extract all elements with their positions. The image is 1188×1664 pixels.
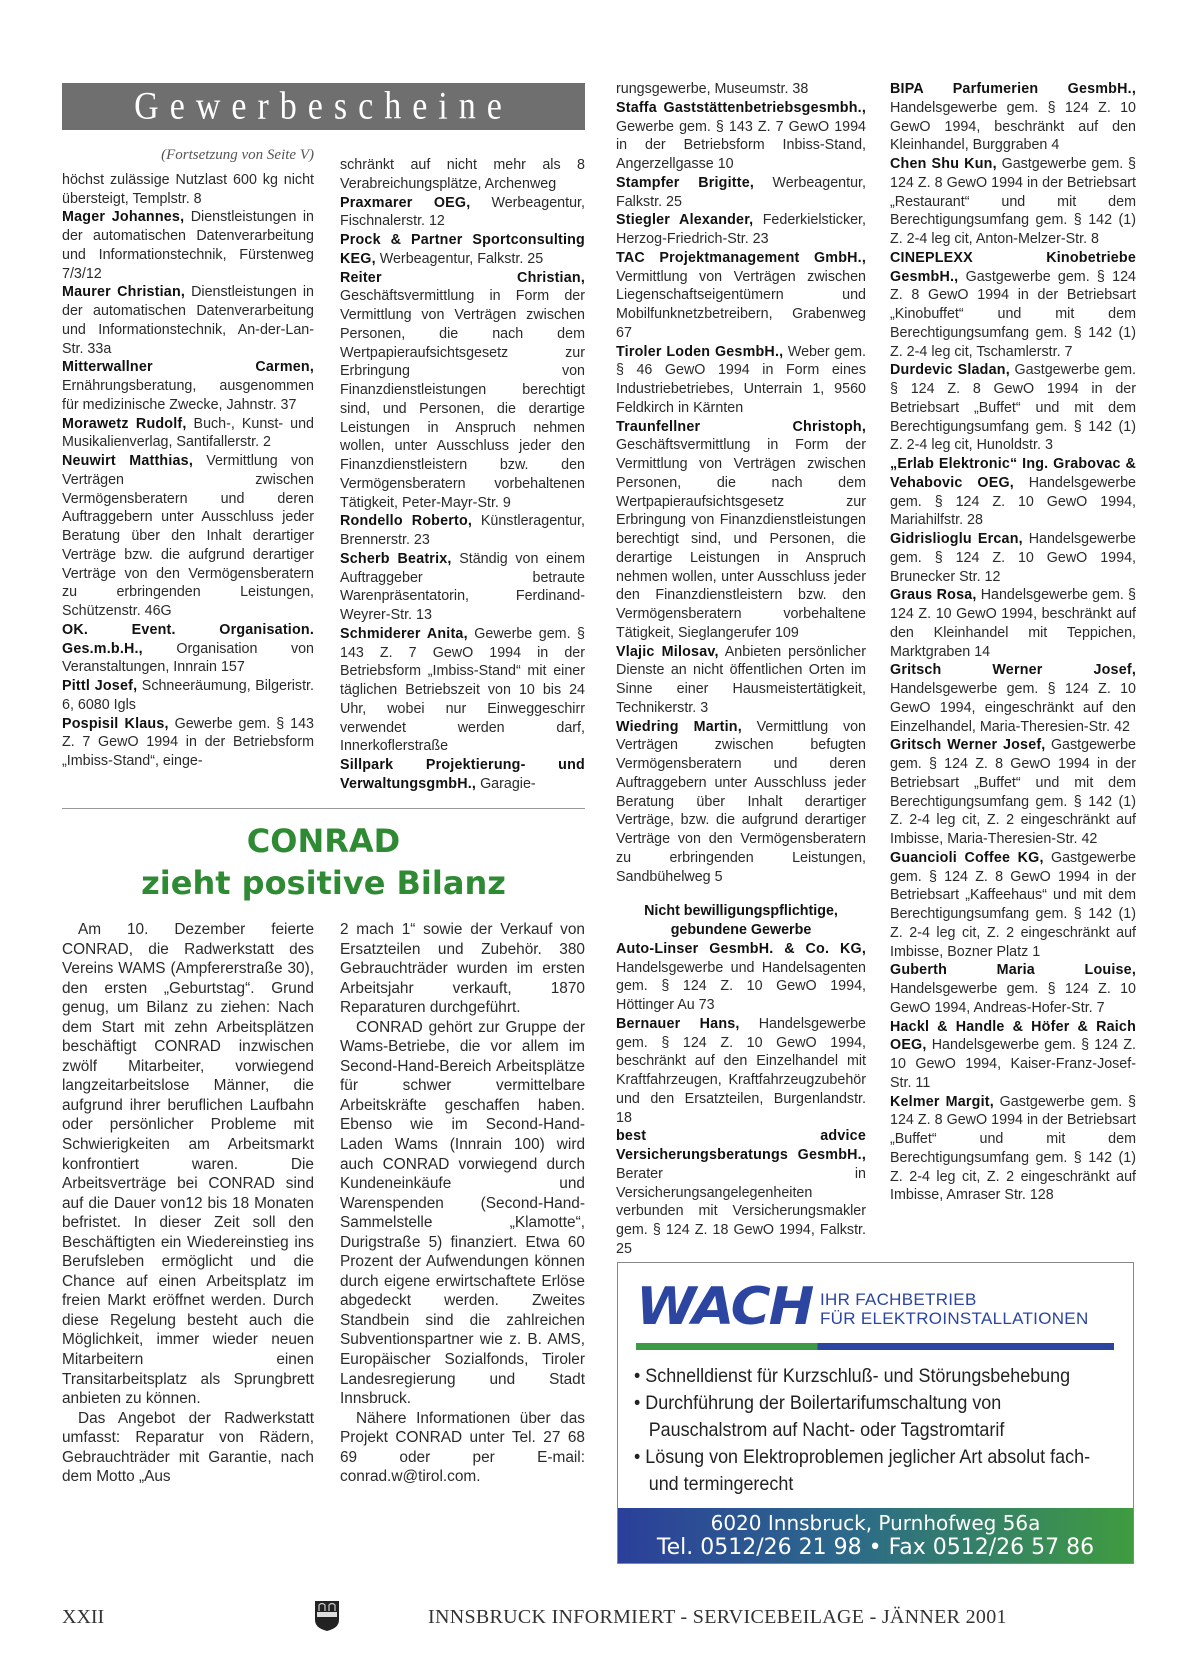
article-headline [62, 820, 585, 904]
listing-entry [890, 530, 1136, 586]
listing-entry [890, 736, 1136, 849]
ad-tagline [820, 1290, 1089, 1328]
article-column-2 [340, 920, 585, 1487]
entry-description: Handelsgewerbe gem. § 124 Z. 10 GewO 1994, beschränkt auf den Einzelhandel mit Kraftfahrzeugen, Kraftfahrzeugzubehör und den Ersatzteilen, Burgenlandstr. 18 [616, 1015, 866, 1126]
entry-description: Gastgewerbe gem. § 124 Z. 8 GewO 1994 in der Betriebsart „Buffet“ und mit dem Berechtigungsumfang gem. § 142 (1) Z. 2-4 leg cit, Hunoldstr. 3 [890, 362, 1136, 454]
listing-entry [616, 643, 866, 718]
business-name: Maurer Christian, [62, 284, 186, 301]
ad-bullet-text: Lösung von Elektroproblemen jeglicher Art absolut fach- und termingerecht [645, 1446, 1091, 1495]
business-name: Gritsch Werner Josef, [890, 662, 1136, 679]
entry-description: Gastgewerbe gem. § 124 Z. 8 GewO 1994 in der Betriebsart „Restaurant“ und mit dem Berechtigungsumfang gem. § 142 (1) Z. 2-4 leg cit, Anton-Melzer-Str. 8 [890, 156, 1136, 247]
business-name: Bernauer Hans, [616, 1015, 740, 1032]
listing-entry [62, 283, 314, 358]
entry-description: Buch-, Kunst- und Musikalienverlag, Santifallerstr. 2 [62, 415, 314, 451]
business-name: Wiedring Martin, [616, 718, 742, 735]
entry-description: Federkielsticker, Herzog-Friedrich-Str. 23 [616, 212, 866, 247]
business-name: CINEPLEXX Kinobetriebe GesmbH., [890, 249, 1136, 285]
business-name: BIPA Parfumerien GesmbH., [890, 81, 1136, 97]
ad-bullet: • Schnelldienst für Kurzschluß- und Störungsbehebung [634, 1365, 1071, 1387]
listing-entry [890, 661, 1136, 736]
business-name: Kelmer Margit, [890, 1093, 994, 1110]
listing-entry [890, 455, 1136, 530]
ad-address: 6020 Innsbruck, Purnhofweg 56a [710, 1511, 1041, 1535]
entry-description: Handelsgewerbe gem. § 124 Z. 10 GewO 1994, Andreas-Hofer-Str. 7 [890, 981, 1136, 1016]
listing-entry [616, 99, 866, 174]
business-name: OK. Event. Organisation. Ges.m.b.H., [62, 621, 314, 657]
publication-footer: INNSBRUCK INFORMIERT - SERVICEBEILAGE - JÄNNER 2001 [428, 1606, 1007, 1628]
business-name: Vlajic Milosav, [616, 643, 719, 660]
business-name: Traunfellner Christoph, [616, 418, 866, 435]
wach-advertisement [617, 1262, 1134, 1564]
business-name: Graus Rosa, [890, 587, 977, 604]
entry-description: Berater in Versicherungsangelegenheiten verbunden mit Versicherungsmakler gem. § 124 Z. 18 GewO 1994, Falkstr. 25 [616, 1165, 866, 1257]
entry-description: Handelsgewerbe gem. § 124 Z. 10 GewO 1994, Brunecker Str. 12 [890, 531, 1136, 585]
listing-entry [890, 961, 1136, 1017]
business-name: Gidrislioglu Ercan, [890, 531, 1023, 547]
listing-entry [890, 1018, 1136, 1093]
section-heading-unlicensed-trades: Nicht bewilligungspflichtige, gebundene Gewerbe [644, 903, 838, 938]
entry-description: Handelsgewerbe gem. § 124 Z. 10 GewO 1994, Mariahilfstr. 28 [890, 474, 1136, 529]
innsbruck-crest-icon [314, 1600, 340, 1632]
entry-description: Anbieten persönlicher Dienste an nicht öffentlichen Orten im Sinne einer Hausmeistertätigkeit, Technikerstr. 3 [616, 643, 867, 716]
ad-bullet-text: Schnelldienst für Kurzschluß- und Störungsbehebung [645, 1365, 1071, 1387]
business-name: Mager Johannes, [62, 209, 185, 226]
entry-description: Vermittlung von Verträgen zwischen Liegenschaftseigentümern und Mobilfunknetzbetreibern, Grabenweg 67 [616, 268, 866, 341]
business-name: Morawetz Rudolf, [62, 415, 187, 432]
listing-entry [340, 269, 585, 513]
article-paragraph: CONRAD gehört zur Gruppe der Wams-Betriebe, die vor allem im Second-Hand-Bereich Arbeitsplätze für schwer vermittelbare Arbeitskräfte geschaffen haben. Ebenso wie im Second-Hand-Laden Wams (Innrain 100) wird auch CONRAD vorwiegend durch Kundeneinkäufe und Warenspenden (Second-Hand-Sammelstelle „Klamotte“, Durigstraße 5) finanziert. Etwa 60 Prozent der Aufwendungen können durch eigene erwirtschaftete Erlöse abgedeckt werden. Zweites Standbein sind die zahlreichen Subventionspartner wie z. B. AMS, Europäischer Sozialfonds, Tiroler Landesregierung und Stadt Innsbruck. [340, 1018, 585, 1408]
tagline-line-2: FÜR ELEKTROINSTALLATIONEN [820, 1309, 1089, 1328]
business-name: Hackl & Handle & Höfer & Raich OEG, [890, 1018, 1136, 1054]
ad-contact-band [618, 1508, 1133, 1563]
ad-phone-fax: Tel. 0512/26 21 98 • Fax 0512/26 57 86 [656, 1535, 1095, 1560]
listing-entry [62, 208, 314, 283]
entry-description: höchst zulässige Nutzlast 600 kg nicht übersteigt, Templstr. 8 [62, 171, 314, 207]
listing-entry [890, 361, 1136, 455]
entry-description: Handelsgewerbe gem. § 124 Z. 10 GewO 1994, Kaiser-Franz-Josef-Str. 11 [890, 1037, 1136, 1091]
listing-entry [340, 512, 585, 550]
business-name: Rondello Roberto, [340, 513, 473, 530]
business-name: TAC Projektmanagement GmbH., [616, 249, 866, 266]
business-name: Reiter Christian, [340, 269, 585, 286]
ad-bullet-text: Durchführung der Boilertarifumschaltung von Pauschalstrom auf Nacht- oder Tagstromtarif [645, 1392, 1005, 1441]
listing-entry [340, 231, 585, 269]
section-title: Gewerbescheine [134, 84, 513, 128]
business-name: Durdevic Sladan, [890, 362, 1010, 379]
listing-entry [340, 550, 585, 625]
listing-entry [62, 171, 314, 209]
listing-entry [616, 1127, 866, 1258]
article-paragraph: Nähere Informationen über das Projekt CONRAD unter Tel. 27 68 69 oder per E-mail: conrad.w@tirol.com. [340, 1409, 585, 1486]
ad-bullet-list [634, 1363, 1124, 1498]
listing-entry [340, 194, 585, 232]
entry-description: Gewerbe gem. § 143 Z. 7 GewO 1994 in der Betriebsform „Imbiss-Stand“, einge- [62, 715, 314, 769]
listing-column-4 [890, 80, 1136, 1205]
listing-entry [616, 718, 866, 887]
entry-description: Handelsgewerbe gem. § 124 Z. 10 GewO 1994, beschränkt auf den Kleinhandel, Burggraben 4 [890, 99, 1136, 154]
listing-entry [62, 452, 314, 621]
listing-entry [340, 625, 585, 756]
listing-entry [616, 174, 866, 212]
entry-description: Organisation von Veranstaltungen, Innrain 157 [62, 640, 314, 676]
business-name: „Erlab Elektronic“ Ing. Grabovac & Vehabovic OEG, [890, 456, 1136, 491]
entry-description: Werbeagentur, Falkstr. 25 [379, 250, 544, 267]
entry-description: Werbeagentur, Fischnalerstr. 12 [340, 194, 585, 230]
entry-description: Handelsgewerbe gem. § 124 Z. 10 GewO 1994, eingeschränkt auf den Einzelhandel, Maria-Theresien-Str. 42 [890, 681, 1136, 735]
tagline-line-1: IHR FACHBETRIEB [820, 1290, 977, 1309]
entry-description: Ständig von einem Auftraggeber betraute Warenpräsentatorin, Ferdinand-Weyrer-Str. 13 [340, 550, 585, 623]
listing-entry [340, 156, 585, 194]
entry-description: Vermittlung von Verträgen zwischen Vermögensberatern und deren Auftraggebern unter Ausschluss jeder Beratung über den Inhalt derartiger Verträge bzw. die aufgrund derartiger Verträge von den Vermögensberatern zu erbringenden Leistungen, Schützenstr. 46G [62, 453, 314, 619]
entry-description: Gastgewerbe gem. § 124 Z. 8 GewO 1994 in der Betriebsart „Buffet“ und mit dem Berechtigungsumfang gem. § 142 (1) Z. 2-4 leg cit, Z. 2 eingeschränkt auf Imbisse, Amraser Str. 128 [890, 1093, 1136, 1204]
continuation-note: (Fortsetzung von Seite V) [161, 147, 314, 163]
entry-description: Künstleragentur, Brennerstr. 23 [340, 513, 585, 548]
listing-entry [890, 249, 1136, 362]
entry-description: Schneeräumung, Bilgeristr. 6, 6080 Igls [62, 678, 314, 713]
listing-entry [890, 586, 1136, 661]
entry-description: Gewerbe gem. § 143 Z. 7 GewO 1994 in der Betriebsform Inbiss-Stand, Angerzellgasse 10 [616, 118, 866, 172]
listing-entry [340, 756, 585, 794]
article-column-1 [62, 920, 314, 1487]
ad-bullet: • Lösung von Elektroproblemen jeglicher Art absolut fach- und termingerecht [634, 1446, 1091, 1495]
listing-entry [616, 249, 866, 343]
business-name: Auto-Linser GesmbH. & Co. KG, [616, 940, 866, 957]
listing-entry [616, 211, 866, 249]
headline-line-2: zieht positive Bilanz [141, 864, 506, 902]
listing-entry [616, 80, 866, 99]
entry-description: Garagie- [480, 775, 536, 792]
entry-description: Geschäftsvermittlung in Form der Vermittlung von Verträgen zwischen Personen, die nach dem Wertpapieraufsichtsgesetz zur Erbringung von Finanzdienstleistungen berechtigt sind, und Personen, die derartige Leistungen in Anspruch nehmen wollen, unter Ausschluss jeder den Finanzdienstleistern bzw. den Vermögensberatern vorbehaltene Tätigkeit, Sieglangerufer 109 [616, 437, 866, 641]
business-name: Scherb Beatrix, [340, 550, 452, 567]
entry-description: Dienstleistungen in der automatischen Datenverarbeitung und Informationstechnik, An-der-Lan-Str. 33a [62, 284, 314, 357]
entry-description: Ernährungsberatung, ausgenommen für medizinische Zwecke, Jahnstr. 37 [62, 378, 314, 413]
business-name: Neuwirt Matthias, [62, 453, 193, 469]
listing-entry [890, 849, 1136, 962]
entry-description: Gastgewerbe gem. § 124 Z. 8 GewO 1994 in der Betriebsart „Kaffeehaus“ und mit dem Berechtigungsumfang gem. § 142 (1) Z. 2-4 leg cit, Z. 2 eingeschränkt auf Imbisse, Bozner Platz 1 [890, 849, 1136, 960]
entry-description: rungsgewerbe, Museumstr. 38 [616, 81, 809, 97]
divider [62, 808, 585, 809]
listing-entry [62, 358, 314, 414]
entry-description: Handelsgewerbe gem. § 124 Z. 10 GewO 1994, beschränkt auf den Kleinhandel mit Teppichen, Marktgraben 14 [890, 587, 1136, 660]
section-header-bar [62, 83, 585, 130]
entry-description: Gastgewerbe gem. § 124 Z. 8 GewO 1994 in der Betriebsart „Buffet“ und mit dem Berechtigungsumfang gem. § 142 (1) Z. 2-4 leg cit, Z. 2 eingeschränkt auf Imbisse, Maria-Theresien-Str. 42 [890, 737, 1136, 847]
business-name: Sillpark Projektierung- und VerwaltungsgmbH., [340, 757, 585, 792]
ad-bullet: • Durchführung der Boilertarifumschaltung von Pauschalstrom auf Nacht- oder Tagstromtarif [634, 1392, 1005, 1441]
business-name: Praxmarer OEG, [340, 194, 471, 211]
listing-entry [62, 621, 314, 677]
article-paragraph: Das Angebot der Radwerkstatt umfasst: Reparatur von Rädern, Gebrauchträder mit Garantie, nach dem Motto „Aus [62, 1409, 314, 1486]
listing-column-2 [340, 156, 585, 794]
listing-column-1 [62, 146, 314, 771]
listing-entry [62, 677, 314, 715]
business-name: best advice Versicherungsberatungs GesmbH., [616, 1128, 866, 1163]
page-number: XXII [62, 1606, 105, 1628]
listing-entry [62, 715, 314, 771]
entry-description: Geschäftsvermittlung in Form der Vermittlung von Verträgen zwischen Personen, die nach dem Wertpapieraufsichtsgesetz zur Erbringung von Finanzdienstleistungen berechtigt sind, und Personen, die derartige Leistungen in Anspruch nehmen wollen, unter Ausschluss jeder den Finanzdienstleistern bzw. den Vermögensberatern vorbehaltenen Tätigkeit, Peter-Mayr-Str. 9 [340, 288, 585, 511]
business-name: Staffa Gaststättenbetriebsgesmbh., [616, 99, 866, 116]
business-name: Prock & Partner Sportconsulting KEG, [340, 232, 585, 267]
business-name: Guberth Maria Louise, [890, 962, 1136, 979]
listing-entry [616, 940, 866, 1015]
ad-color-bar [636, 1343, 1114, 1350]
article-paragraph: 2 mach 1“ sowie der Verkauf von Ersatzteilen und Zubehör. 380 Gebrauchträder wurden im ersten Arbeitsjahr verkauft, 1870 Reparaturen durchgeführt. [340, 921, 585, 1017]
listing-entry [616, 418, 866, 643]
business-name: Guancioli Coffee KG, [890, 849, 1044, 866]
listing-column-3 [616, 80, 866, 1259]
listing-entry [890, 155, 1136, 249]
business-name: Mitterwallner Carmen, [62, 359, 314, 376]
business-name: Pospisil Klaus, [62, 715, 169, 732]
entry-description: Dienstleistungen in der automatischen Datenverarbeitung und Informationstechnik, Fürstenweg 7/3/12 [62, 209, 314, 282]
business-name: Stiegler Alexander, [616, 212, 754, 229]
business-name: Chen Shu Kun, [890, 156, 997, 172]
wach-logo: WACH [636, 1277, 813, 1337]
headline-line-1: CONRAD [246, 822, 401, 860]
entry-description: Vermittlung von Verträgen zwischen befugten Vermögensberatern und deren Auftraggebern unter Ausschluss jeder Beratung über Inhalt derartiger Verträge, bzw. die aufgrund derartiger Verträge von den Vermögensberatern zu erbringenden Leistungen, Sandbühelweg 5 [616, 718, 867, 885]
entry-description: Weber gem. § 46 GewO 1994 in Form eines Industriebetriebes, Unterrain 1, 9560 Feldkirch in Kärnten [616, 343, 867, 416]
entry-description: schränkt auf nicht mehr als 8 Verabreichungsplätze, Archenweg [340, 157, 585, 192]
business-name: Pittl Josef, [62, 678, 138, 694]
entry-description: Gewerbe gem. § 143 Z. 7 GewO 1994 in der Betriebsform „Imbiss-Stand“ mit einer täglichen Betriebszeit von 10 bis 24 Uhr, wobei nur Einweggeschirr verwendet werden darf, Innerkoflerstraße [340, 625, 585, 755]
entry-description: Handelsgewerbe und Handelsagenten gem. § 124 Z. 10 GewO 1994, Höttinger Au 73 [616, 959, 866, 1013]
listing-entry [890, 1093, 1136, 1206]
article-paragraph: Am 10. Dezember feierte CONRAD, die Radwerkstatt des Vereins WAMS (Ampfererstraße 30), den ersten „Geburtstag“. Grund genug, um Bilanz zu ziehen: Nach dem Start mit zehn Arbeitsplätzen beschäftigt CONRAD inzwischen zwölf Mitarbeiter, vorwiegend langzeitarbeitslose Männer, die aufgrund ihrer beruflichen Laufbahn oder persönlicher Probleme mit Schwierigkeiten am Arbeitsmarkt konfrontiert waren. Die Arbeitsverträge bei CONRAD sind auf die Dauer von12 bis 18 Monaten befristet. In dieser Zeit soll den Beschäftigten ein Wiedereinstieg ins Berufsleben ermöglicht und die Chance auf einen Arbeitsplatz im freien Markt eröffnet werden. Durch diese Regelung besteht auch die Möglichkeit, immer wieder neuen Mitarbeitern einen Transitarbeitsplatz als Sprungbrett anbieten zu können. [62, 921, 314, 1408]
listing-entry [616, 343, 866, 418]
listing-entry [890, 80, 1136, 155]
business-name: Schmiderer Anita, [340, 625, 468, 642]
entry-description: Gastgewerbe gem. § 124 Z. 8 GewO 1994 in der Betriebsart „Kinobuffet“ und mit dem Berechtigungsumfang gem. § 142 (1) Z. 2-4 leg cit, Tschamlerstr. 7 [890, 268, 1136, 360]
listing-entry [616, 1015, 866, 1128]
business-name: Gritsch Werner Josef, [890, 737, 1046, 754]
business-name: Tiroler Loden GesmbH., [616, 343, 784, 360]
listing-entry [62, 415, 314, 453]
business-name: Stampfer Brigitte, [616, 174, 755, 191]
entry-description: Werbeagentur, Falkstr. 25 [616, 174, 866, 210]
